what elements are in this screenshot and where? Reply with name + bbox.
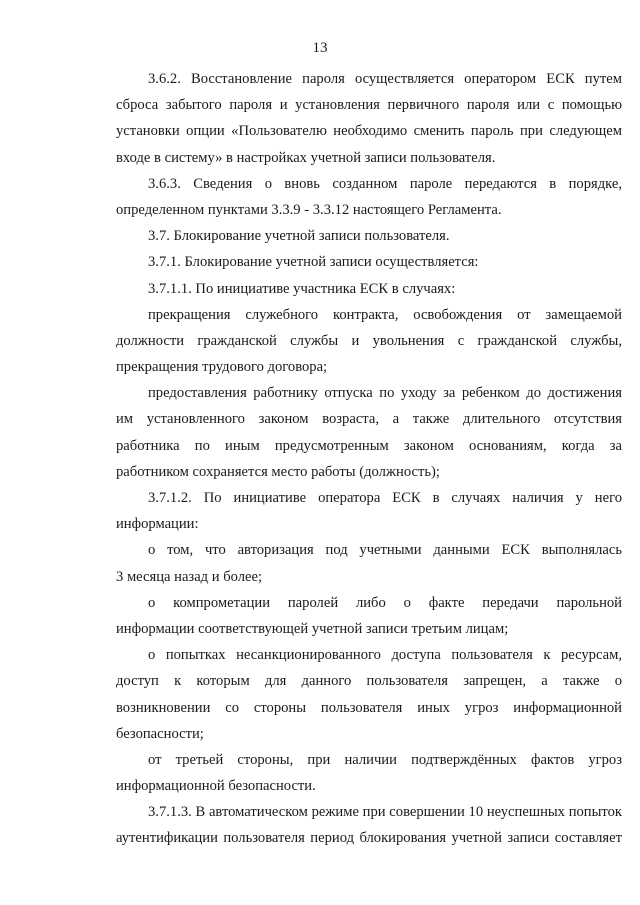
text-line: предоставления работнику отпуска по уходу за ребенком до достижения (148, 385, 622, 402)
text-line: сброса забытого пароля и установления первичного пароля или с помощью (116, 97, 622, 114)
text-line: информации соответствующей учетной записи третьим лицам; (116, 620, 509, 637)
text-line: 3.7.1. Блокирование учетной записи осуществляется: (148, 254, 479, 271)
page-number: 13 (312, 40, 328, 56)
body-text (116, 66, 622, 852)
text-line: 3.6.2. Восстановление пароля осуществляется оператором ЕСК путем (148, 71, 622, 87)
text-line: безопасности; (116, 725, 204, 742)
text-line: о попытках несанкционированного доступа пользователя к ресурсам, (148, 647, 622, 664)
text-line: им установленного законом возраста, а также длительного отсутствия (116, 411, 622, 428)
text-line: должности гражданской службы и увольнения с гражданской службы, (116, 332, 622, 349)
text-line: 3.7.1.2. По инициативе оператора ЕСК в случаях наличия у него (148, 490, 622, 506)
text-line: работником сохраняется место работы (должность); (116, 463, 440, 480)
text-line: 3 месяца назад и более; (116, 568, 263, 585)
text-line: о компрометации паролей либо о факте передачи парольной (148, 594, 622, 611)
text-line: работника по иным предусмотренным законом основаниям, когда за (116, 437, 622, 454)
text-line: входе в систему» в настройках учетной записи пользователя. (116, 149, 496, 166)
text-line: информационной безопасности. (116, 778, 316, 795)
text-line: 3.7.1.1. По инициативе участника ЕСК в случаях: (148, 280, 456, 297)
text-line: 3.6.3. Сведения о вновь созданном пароле передаются в порядке, (148, 175, 622, 192)
text-line: прекращения служебного контракта, освобождения от замещаемой (148, 306, 622, 323)
text-line: определенном пунктами 3.3.9 - 3.3.12 настоящего Регламента. (116, 201, 502, 218)
text-line: установки опции «Пользователю необходимо сменить пароль при следующем (116, 123, 622, 140)
text-line: информации: (116, 516, 199, 533)
text-line: о том, что авторизация под учетными данными ЕСК выполнялась (148, 542, 622, 559)
text-line: 3.7. Блокирование учетной записи пользователя. (148, 228, 450, 245)
text-line: 3.7.1.3. В автоматическом режиме при совершении 10 неуспешных попыток (148, 804, 622, 821)
text-line: аутентификации пользователя период блокирования учетной записи составляет (116, 830, 622, 847)
text-line: доступ к которым для данного пользователя запрещен, а также о (116, 673, 622, 690)
text-line: от третьей стороны, при наличии подтверждённых фактов угроз (148, 751, 622, 768)
text-line: прекращения трудового договора; (116, 359, 328, 376)
text-line: возникновении со стороны пользователя иных угроз информационной (116, 699, 622, 716)
